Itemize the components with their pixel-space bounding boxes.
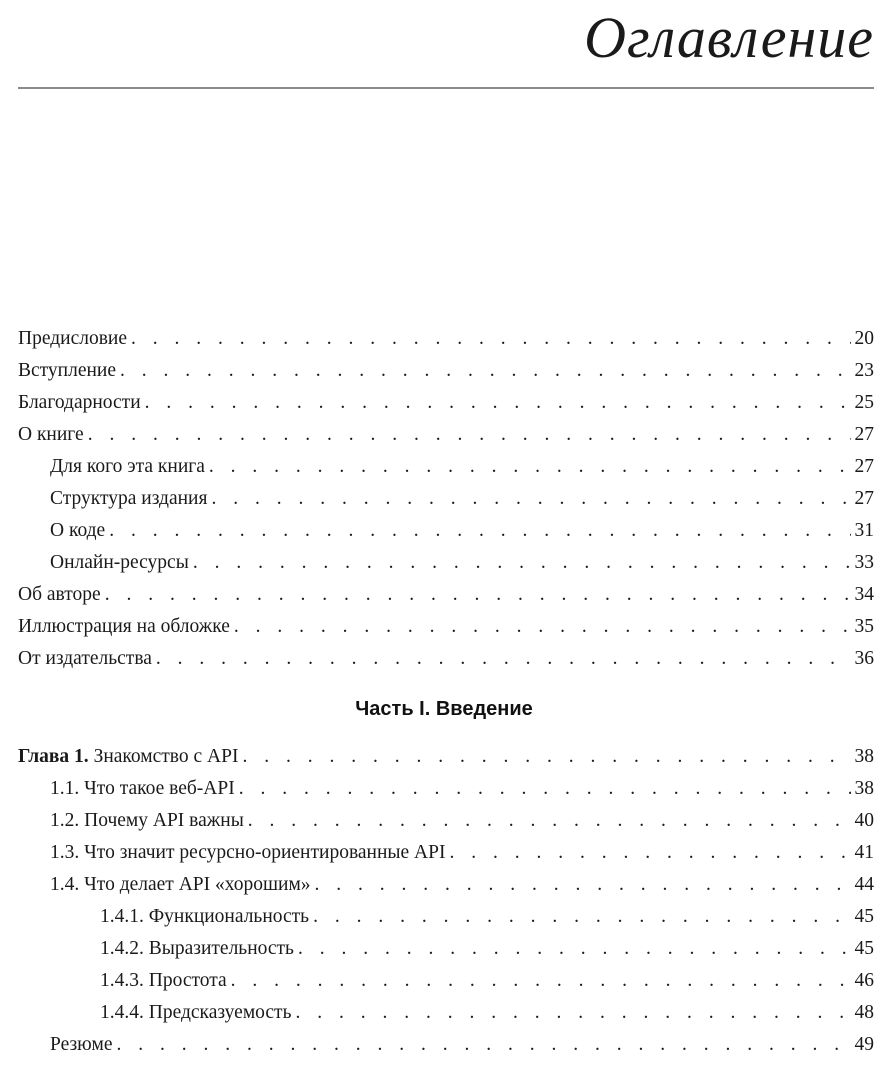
toc-entry-page: 38 <box>854 778 874 799</box>
toc-entry-label <box>18 741 238 773</box>
toc-subentry[interactable] <box>18 869 874 901</box>
toc-subsubentry[interactable] <box>18 965 874 997</box>
part-heading: Часть I. Введение <box>355 698 533 720</box>
dot-leader <box>209 451 851 483</box>
dot-leader <box>242 741 850 773</box>
toc-entry-page: 34 <box>854 584 874 605</box>
dot-leader <box>131 323 850 355</box>
toc-entry[interactable] <box>18 579 874 611</box>
toc-entry-label: 1.4.4. Предсказуемость <box>100 1002 292 1023</box>
toc-entry-page: 27 <box>854 456 874 477</box>
dot-leader <box>239 773 851 805</box>
toc-entry-page: 41 <box>854 842 874 863</box>
toc-subentry[interactable] <box>18 483 874 515</box>
chapter-prefix: Глава 1. <box>18 746 89 767</box>
dot-leader <box>120 355 850 387</box>
toc-entry-label: Структура издания <box>50 488 208 509</box>
dot-leader <box>211 483 850 515</box>
chapter-title: Знакомство с API <box>93 746 239 767</box>
toc-entry-label: Резюме <box>50 1034 113 1055</box>
toc-entry[interactable] <box>18 323 874 355</box>
toc-subentry[interactable] <box>18 515 874 547</box>
toc-entry-label: Благодарности <box>18 392 141 413</box>
toc-entry-label: 1.4.1. Функциональность <box>100 906 310 927</box>
toc-entry[interactable] <box>18 355 874 387</box>
toc-entry-page: 46 <box>854 970 874 991</box>
toc-entry-page: 49 <box>854 1034 874 1055</box>
dot-leader <box>313 901 850 933</box>
toc-entry-label: Для кого эта книга <box>50 456 205 477</box>
dot-leader <box>88 419 851 451</box>
toc-subsubentry[interactable] <box>18 901 874 933</box>
toc-entry-label: 1.3. Что значит ресурсно-ориентированные API <box>50 842 446 863</box>
page-title: Оглавление <box>584 5 874 70</box>
toc-entry-page: 48 <box>854 1002 874 1023</box>
toc-entry-page: 23 <box>854 360 874 381</box>
dot-leader <box>109 515 850 547</box>
toc-entry-page: 31 <box>854 520 874 541</box>
toc-entry-page: 45 <box>854 938 874 959</box>
dot-leader <box>105 579 851 611</box>
dot-leader <box>315 869 851 901</box>
toc-part-1 <box>18 741 874 1061</box>
dot-leader <box>117 1029 851 1061</box>
toc-entry-page: 35 <box>854 616 874 637</box>
toc-entry-page: 44 <box>854 874 874 895</box>
toc-subentry[interactable] <box>18 547 874 579</box>
toc-entry[interactable] <box>18 611 874 643</box>
toc-entry-page: 27 <box>854 488 874 509</box>
toc-entry-page: 36 <box>854 648 874 669</box>
dot-leader <box>234 611 851 643</box>
toc-entry-label: Вступление <box>18 360 117 381</box>
toc-entry-label: 1.1. Что такое веб-API <box>50 778 235 799</box>
toc-chapter-entry[interactable] <box>18 741 874 773</box>
toc-subentry[interactable] <box>18 451 874 483</box>
toc-entry-label: О коде <box>50 520 106 541</box>
toc-subentry[interactable] <box>18 837 874 869</box>
dot-leader <box>193 547 851 579</box>
toc-entry-label: 1.4.2. Выразительность <box>100 938 294 959</box>
toc-entry-page: 45 <box>854 906 874 927</box>
toc-entry-page: 40 <box>854 810 874 831</box>
dot-leader <box>295 997 850 1029</box>
toc-subsubentry[interactable] <box>18 933 874 965</box>
toc-subentry[interactable] <box>18 805 874 837</box>
toc-entry[interactable] <box>18 419 874 451</box>
dot-leader <box>145 387 851 419</box>
title-divider <box>18 87 874 89</box>
toc-entry-page: 20 <box>854 328 874 349</box>
toc-entry-label: 1.4. Что делает API «хорошим» <box>50 874 311 895</box>
toc-subentry[interactable] <box>18 773 874 805</box>
toc-entry-label: От издательства <box>18 648 152 669</box>
toc-entry-label: Иллюстрация на обложке <box>18 616 230 637</box>
toc-entry-label: О книге <box>18 424 84 445</box>
toc-subsubentry[interactable] <box>18 997 874 1029</box>
toc-entry-label: Об авторе <box>18 584 101 605</box>
dot-leader <box>248 805 851 837</box>
toc-front-matter <box>18 323 874 675</box>
toc-entry-label: 1.4.3. Простота <box>100 970 227 991</box>
toc-entry-label: Онлайн-ресурсы <box>50 552 189 573</box>
toc-entry-page: 25 <box>854 392 874 413</box>
dot-leader <box>298 933 851 965</box>
toc-entry-page: 38 <box>854 746 874 767</box>
toc-entry[interactable] <box>18 387 874 419</box>
dot-leader <box>449 837 850 869</box>
toc-entry-page: 27 <box>854 424 874 445</box>
dot-leader <box>231 965 851 997</box>
dot-leader <box>156 643 851 675</box>
toc-entry-label: 1.2. Почему API важны <box>50 810 244 831</box>
toc-entry[interactable] <box>18 643 874 675</box>
toc-subentry[interactable] <box>18 1029 874 1061</box>
toc-entry-page: 33 <box>854 552 874 573</box>
toc-entry-label: Предисловие <box>18 328 128 349</box>
